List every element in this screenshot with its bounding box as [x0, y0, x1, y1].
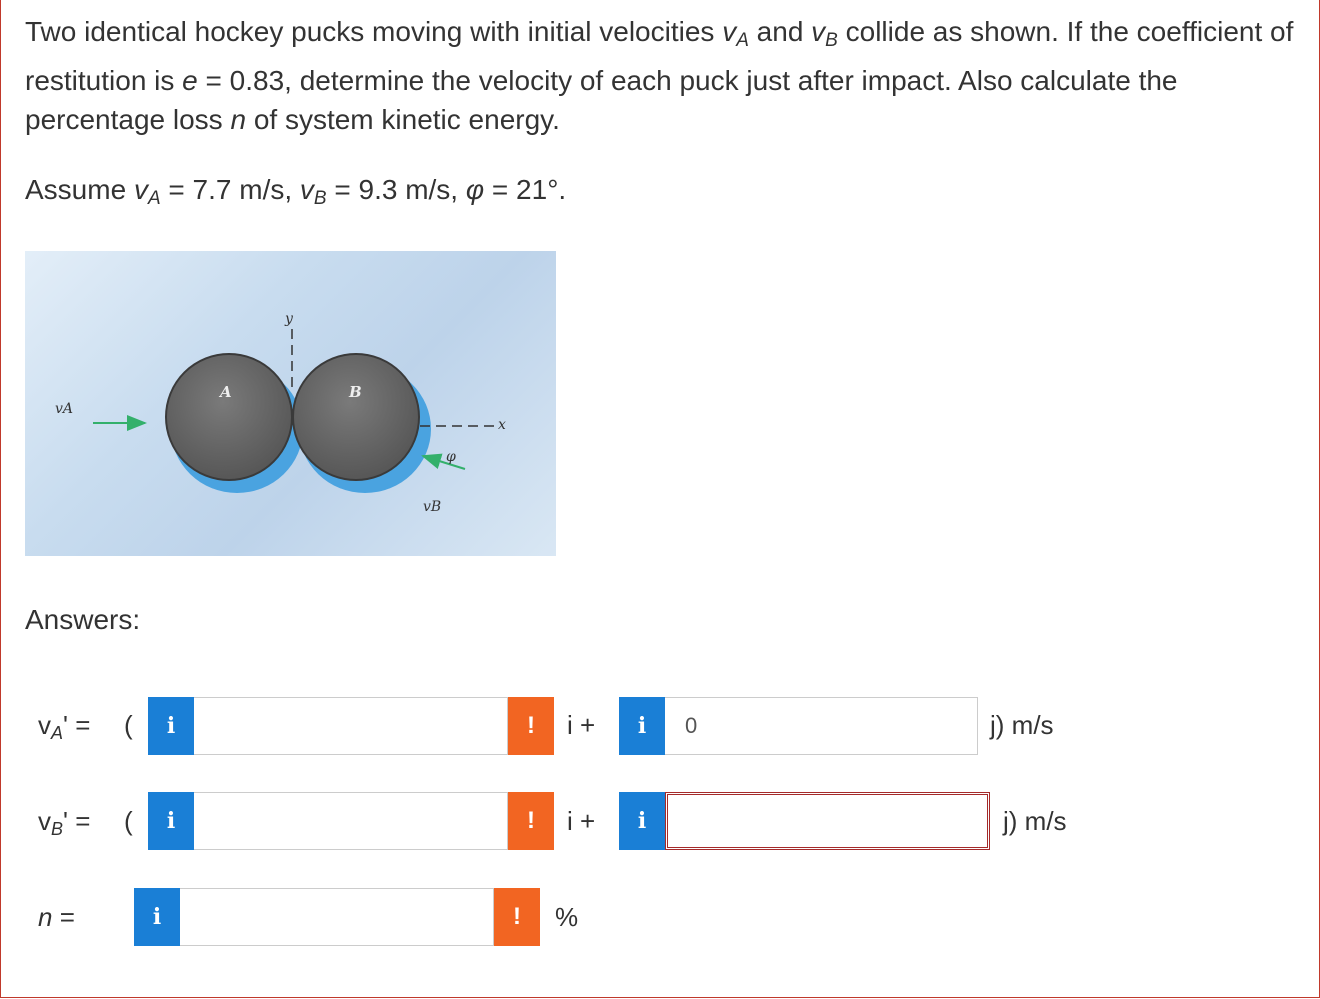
- puck-a: [166, 354, 292, 480]
- va-y-input[interactable]: [665, 697, 978, 755]
- va-x-info-icon[interactable]: i: [148, 697, 194, 755]
- va-y-info-icon[interactable]: i: [619, 697, 665, 755]
- label-va: vA: [55, 401, 74, 417]
- label-x: x: [498, 417, 506, 433]
- vb-y-input[interactable]: [665, 792, 990, 850]
- va-x-input[interactable]: [194, 697, 508, 755]
- va-j-suffix: j) m/s: [990, 710, 1054, 740]
- collision-diagram: [25, 251, 556, 556]
- vb-j-suffix: j) m/s: [1003, 806, 1067, 836]
- va-open-paren: (: [124, 710, 133, 740]
- collision-figure: [25, 251, 556, 556]
- n-label: n =: [38, 902, 75, 932]
- assumption-text: Assume $v_A = 7.7$ m/s, $v_B = 9.3$ m/s, φ = 21°.: [25, 174, 567, 209]
- n-warning-icon[interactable]: !: [494, 888, 540, 946]
- va-i-suffix: i +: [567, 710, 596, 740]
- label-b: B: [349, 383, 362, 401]
- vb-open-paren: (: [124, 806, 133, 836]
- answers-heading: Answers:: [25, 604, 141, 635]
- n-info-icon[interactable]: i: [134, 888, 180, 946]
- n-percent-suffix: %: [555, 902, 579, 932]
- vb-x-warning-icon[interactable]: !: [508, 792, 554, 850]
- vb-x-info-icon[interactable]: i: [148, 792, 194, 850]
- vb-arrow: [423, 456, 465, 469]
- question-text: Two identical hockey pucks moving with initial velocities $v_A$ and $v_B$ collide as shown. If the coefficient of restitution is e = 0.83, determine the velocity of each puck just after impact. Also calculate the percentage loss n of system kinetic energy.: [25, 16, 1294, 135]
- vb-x-input[interactable]: [194, 792, 508, 850]
- va-x-warning-icon[interactable]: !: [508, 697, 554, 755]
- vb-y-info-icon[interactable]: i: [619, 792, 665, 850]
- n-input[interactable]: [180, 888, 494, 946]
- label-phi: φ: [446, 449, 456, 465]
- va-prime-label: $v_A'$ =: [38, 710, 91, 743]
- label-a: A: [220, 383, 232, 401]
- puck-b: [293, 354, 419, 480]
- label-vb: vB: [423, 499, 442, 515]
- vb-prime-label: $v_B'$ =: [38, 806, 91, 839]
- vb-i-suffix: i +: [567, 806, 596, 836]
- label-y: y: [285, 311, 293, 327]
